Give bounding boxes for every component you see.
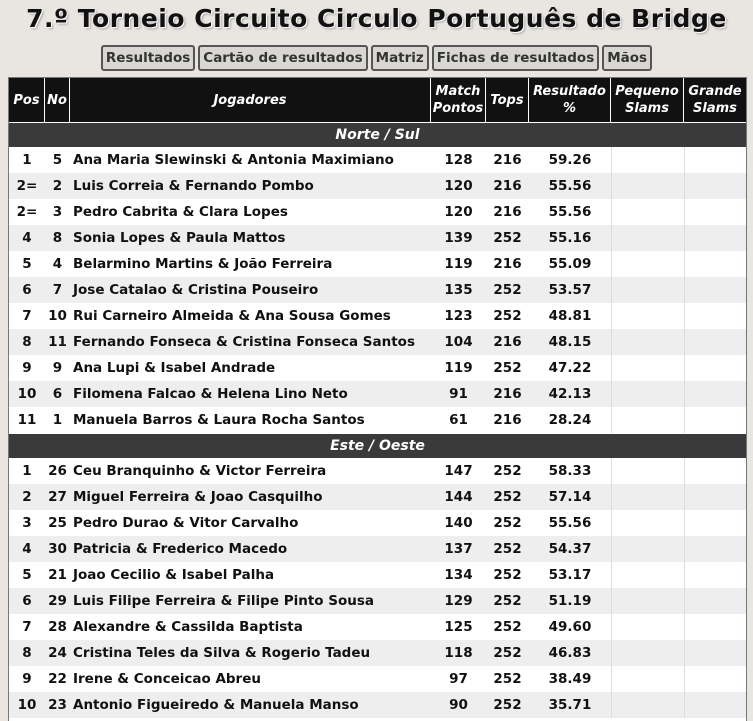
cell-resultado: 55.16 [548,230,592,246]
cell-tops: 252 [493,515,522,531]
cell-no: 9 [52,360,63,376]
cell-pos: 2= [16,204,38,220]
cell-resultado: 28.24 [548,412,592,428]
page-title: 7.º Torneio Circuito Circulo Português de Bridge [26,4,727,33]
header-grande-slams-line1: Grande [688,84,742,99]
cell-match-pontos: 144 [444,489,473,505]
cell-resultado: 59.26 [548,152,592,168]
cell-grande-slams [684,225,746,251]
table-row[interactable] [9,277,746,303]
cell-resultado: 55.09 [548,256,592,272]
cell-match-pontos: 118 [444,645,473,661]
cell-grande-slams [684,536,746,562]
header-pequeno-slams-line2: Slams [625,101,669,116]
cell-pequeno-slams [611,277,684,303]
cell-jogadores: Alexandre & Cassilda Baptista [73,619,303,635]
cell-jogadores: Patricia & Frederico Macedo [73,541,288,557]
cell-tops: 216 [493,256,522,272]
cell-pequeno-slams [611,614,684,640]
table-row[interactable] [9,666,746,692]
table-row[interactable] [9,536,746,562]
cell-no: 24 [48,645,67,661]
cell-jogadores: Ana Maria Slewinski & Antonia Maximiano [73,152,394,168]
cell-resultado: 57.14 [548,489,592,505]
cell-pequeno-slams [611,458,684,484]
cell-pos: 4 [22,230,32,246]
cell-no: 27 [48,489,67,505]
cell-tops: 216 [493,152,522,168]
cell-grande-slams [684,640,746,666]
cell-match-pontos: 135 [444,282,473,298]
cell-resultado: 54.37 [548,541,592,557]
table-row[interactable] [9,640,746,666]
cell-pos: 5 [22,256,32,272]
cell-tops: 252 [493,463,522,479]
cell-tops: 252 [493,619,522,635]
cell-pos: 4 [22,541,32,557]
header-resultado [529,78,611,122]
cell-jogadores: Filomena Falcao & Helena Lino Neto [73,386,348,402]
cell-grande-slams [684,303,746,329]
cell-grande-slams [684,381,746,407]
cell-grande-slams [684,614,746,640]
cell-jogadores: Fernando Fonseca & Cristina Fonseca Santos [73,334,415,350]
header-pequeno-slams [611,78,684,122]
cell-match-pontos: 119 [444,256,473,272]
cell-resultado: 46.83 [548,645,592,661]
cell-pequeno-slams [611,381,684,407]
cell-grande-slams [684,199,746,225]
cell-jogadores: Joao Cecilio & Isabel Palha [73,567,275,583]
cell-match-pontos: 91 [449,386,468,402]
table-row[interactable] [9,381,746,407]
header-jogadores: Jogadores [70,78,431,122]
cell-tops: 252 [493,645,522,661]
cell-jogadores: Manuela Barros & Laura Rocha Santos [73,412,365,428]
table-row[interactable] [9,329,746,355]
cell-pos: 8 [22,645,32,661]
cell-resultado: 38.49 [548,671,592,687]
cell-tops: 252 [493,489,522,505]
cell-no: 23 [48,697,67,713]
header-resultado-line1: Resultado [533,84,606,99]
table-row[interactable] [9,355,746,381]
table-row[interactable] [9,588,746,614]
table-row[interactable] [9,147,746,173]
cell-grande-slams [684,510,746,536]
cell-resultado: 48.81 [548,308,592,324]
header-pequeno-slams-line1: Pequeno [615,84,679,99]
tab-matriz[interactable]: Matriz [371,45,429,71]
cell-pequeno-slams [611,588,684,614]
cell-grande-slams [684,562,746,588]
cell-pos: 2= [16,178,38,194]
cell-resultado: 58.33 [548,463,592,479]
cell-jogadores: Rui Carneiro Almeida & Ana Sousa Gomes [73,308,391,324]
cell-pos: 10 [17,386,37,402]
cell-resultado: 55.56 [548,515,592,531]
header-grande-slams-line2: Slams [693,101,737,116]
section-rows [9,147,746,433]
cell-match-pontos: 128 [444,152,473,168]
table-row[interactable] [9,173,746,199]
cell-pequeno-slams [611,666,684,692]
cell-no: 5 [52,152,63,168]
table-body [9,122,746,718]
cell-match-pontos: 97 [449,671,468,687]
cell-resultado: 35.71 [548,697,592,713]
cell-no: 28 [48,619,67,635]
table-row[interactable] [9,407,746,433]
cell-tops: 252 [493,230,522,246]
cell-tops: 216 [493,386,522,402]
cell-pequeno-slams [611,303,684,329]
cell-pequeno-slams [611,484,684,510]
cell-no: 4 [52,256,63,272]
cell-grande-slams [684,329,746,355]
cell-pequeno-slams [611,510,684,536]
cell-pos: 7 [22,308,32,324]
cell-resultado: 42.13 [548,386,592,402]
cell-match-pontos: 140 [444,515,473,531]
cell-match-pontos: 125 [444,619,473,635]
section-rows [9,458,746,718]
header-no: No [45,78,70,122]
cell-tops: 252 [493,308,522,324]
results-table [8,77,747,721]
cell-pequeno-slams [611,329,684,355]
cell-pequeno-slams [611,562,684,588]
cell-resultado: 49.60 [548,619,592,635]
header-pos: Pos [9,78,45,122]
table-row[interactable] [9,692,746,718]
cell-grande-slams [684,251,746,277]
cell-match-pontos: 139 [444,230,473,246]
cell-no: 6 [52,386,63,402]
cell-no: 22 [48,671,67,687]
cell-jogadores: Ceu Branquinho & Victor Ferreira [73,463,327,479]
cell-grande-slams [684,692,746,718]
cell-resultado: 55.56 [548,178,592,194]
cell-tops: 252 [493,567,522,583]
cell-tops: 252 [493,697,522,713]
cell-jogadores: Antonio Figueiredo & Manuela Manso [73,697,359,713]
cell-pequeno-slams [611,536,684,562]
cell-match-pontos: 119 [444,360,473,376]
cell-pos: 1 [22,463,32,479]
cell-pequeno-slams [611,355,684,381]
cell-no: 26 [48,463,67,479]
cell-jogadores: Pedro Durao & Vitor Carvalho [73,515,299,531]
cell-match-pontos: 123 [444,308,473,324]
cell-pos: 10 [17,697,37,713]
cell-resultado: 48.15 [548,334,592,350]
cell-pos: 6 [22,593,32,609]
cell-jogadores: Cristina Teles da Silva & Rogerio Tadeu [73,645,371,661]
cell-tops: 216 [493,412,522,428]
cell-tops: 216 [493,204,522,220]
cell-resultado: 47.22 [548,360,592,376]
header-grande-slams [684,78,746,122]
cell-tops: 216 [493,334,522,350]
cell-grande-slams [684,588,746,614]
cell-grande-slams [684,407,746,433]
cell-match-pontos: 61 [449,412,468,428]
cell-jogadores: Miguel Ferreira & Joao Casquilho [73,489,323,505]
cell-pos: 9 [22,360,32,376]
cell-jogadores: Irene & Conceicao Abreu [73,671,261,687]
table-row[interactable] [9,303,746,329]
cell-jogadores: Jose Catalao & Cristina Pouseiro [73,282,319,298]
cell-match-pontos: 134 [444,567,473,583]
cell-no: 21 [48,567,67,583]
nav-tabs [0,45,753,71]
cell-pequeno-slams [611,199,684,225]
table-header [9,78,746,122]
cell-pos: 11 [17,412,37,428]
cell-jogadores: Belarmino Martins & João Ferreira [73,256,333,272]
cell-pequeno-slams [611,173,684,199]
cell-match-pontos: 104 [444,334,473,350]
cell-grande-slams [684,458,746,484]
cell-grande-slams [684,173,746,199]
cell-match-pontos: 120 [444,204,473,220]
cell-pos: 8 [22,334,32,350]
cell-tops: 216 [493,178,522,194]
section-header: Norte / Sul [9,122,746,147]
cell-pequeno-slams [611,640,684,666]
cell-tops: 252 [493,282,522,298]
cell-pos: 6 [22,282,32,298]
cell-no: 3 [52,204,63,220]
cell-pos: 5 [22,567,32,583]
cell-pos: 2 [22,489,32,505]
cell-pequeno-slams [611,225,684,251]
cell-pequeno-slams [611,692,684,718]
cell-no: 1 [52,412,63,428]
cell-jogadores: Sonia Lopes & Paula Mattos [73,230,286,246]
table-row[interactable] [9,225,746,251]
cell-pos: 3 [22,515,32,531]
header-match-pontos-line2: Pontos [432,101,484,116]
cell-pequeno-slams [611,407,684,433]
cell-tops: 252 [493,541,522,557]
tab-cartao-de-resultados[interactable]: Cartão de resultados [198,45,367,71]
cell-pequeno-slams [611,251,684,277]
header-match-pontos [431,78,486,122]
cell-pos: 7 [22,619,32,635]
cell-grande-slams [684,277,746,303]
cell-resultado: 53.57 [548,282,592,298]
cell-resultado: 55.56 [548,204,592,220]
table-row[interactable] [9,510,746,536]
cell-no: 30 [48,541,67,557]
header-tops: Tops [486,78,529,122]
table-row[interactable] [9,484,746,510]
cell-match-pontos: 90 [449,697,468,713]
cell-resultado: 53.17 [548,567,592,583]
cell-no: 2 [52,178,63,194]
header-match-pontos-line1: Match [435,84,481,99]
header-resultado-line2: % [562,101,576,116]
table-row[interactable] [9,562,746,588]
cell-no: 25 [48,515,67,531]
cell-jogadores: Ana Lupi & Isabel Andrade [73,360,276,376]
cell-no: 10 [48,308,67,324]
table-row[interactable] [9,199,746,225]
cell-match-pontos: 137 [444,541,473,557]
cell-no: 11 [48,334,67,350]
section-header: Este / Oeste [9,433,746,458]
table-row[interactable] [9,251,746,277]
cell-tops: 252 [493,593,522,609]
cell-grande-slams [684,484,746,510]
cell-match-pontos: 120 [444,178,473,194]
cell-no: 29 [48,593,67,609]
cell-jogadores: Pedro Cabrita & Clara Lopes [73,204,288,220]
tab-resultados[interactable]: Resultados [101,45,195,71]
cell-grande-slams [684,666,746,692]
cell-grande-slams [684,355,746,381]
tab-maos[interactable]: Mãos [602,45,652,71]
cell-pos: 9 [22,671,32,687]
tab-fichas-de-resultados[interactable]: Fichas de resultados [432,45,599,71]
cell-tops: 252 [493,360,522,376]
cell-pos: 1 [22,152,32,168]
cell-match-pontos: 129 [444,593,473,609]
cell-jogadores: Luis Correia & Fernando Pombo [73,178,314,194]
cell-no: 8 [52,230,63,246]
cell-grande-slams [684,147,746,173]
cell-no: 7 [52,282,63,298]
table-row[interactable] [9,614,746,640]
table-row[interactable] [9,458,746,484]
cell-match-pontos: 147 [444,463,473,479]
cell-tops: 252 [493,671,522,687]
cell-pequeno-slams [611,147,684,173]
cell-resultado: 51.19 [548,593,592,609]
cell-jogadores: Luis Filipe Ferreira & Filipe Pinto Sousa [73,593,375,609]
